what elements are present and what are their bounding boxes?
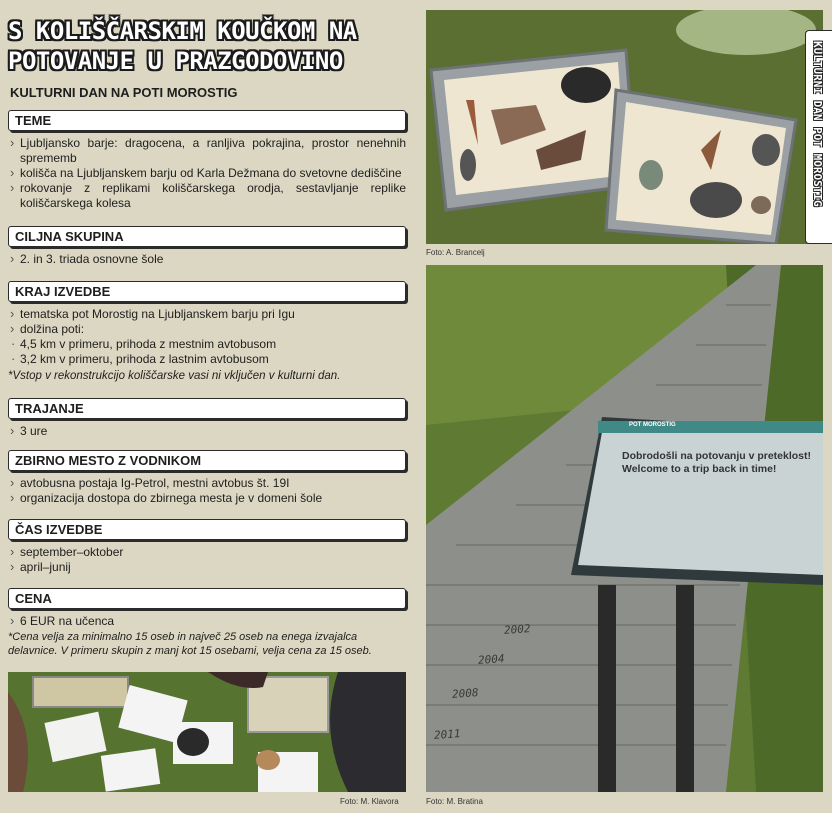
section-heading: KRAJ IZVEDBE	[8, 281, 406, 302]
item-list	[8, 136, 406, 211]
list-item: › Ljubljansko barje: dragocena, a ranljiva pokrajina, prostor nenehnih sprememb	[8, 136, 406, 166]
photo-credit: Foto: M. Bratina	[426, 797, 483, 806]
artifact-cases-illustration	[426, 10, 823, 244]
section-teme	[8, 110, 406, 211]
list-item: › 2. in 3. triada osnovne šole	[8, 252, 406, 267]
list-item: › organizacija dostopa do zbirnega mesta je v domeni šole	[8, 491, 406, 506]
footnote: *Vstop v rekonstrukcijo koliščarske vasi ni vključen v kulturni dan.	[8, 370, 341, 382]
side-tab-label: KULTURNI DAN POT MOROSTIG	[811, 41, 824, 207]
photo-credit: Foto: M. Klavora	[340, 797, 399, 806]
sign-title-en: Welcome to a trip back in time!	[622, 463, 777, 475]
sign-title	[622, 450, 822, 476]
section-heading: TEME	[8, 110, 406, 131]
item-list	[8, 307, 406, 367]
list-item: › september–oktober	[8, 545, 406, 560]
section-cena	[8, 588, 406, 658]
workshop-photo	[8, 672, 406, 792]
item-list	[8, 476, 406, 506]
section-cas-izvedbe	[8, 519, 406, 575]
year-label: 2004	[477, 652, 505, 667]
list-subitem: · 3,2 km v primeru, prihoda z lastnim avtobusom	[8, 352, 406, 367]
list-item: › kolišča na Ljubljanskem barju od Karla Dežmana do svetovne dediščine	[8, 166, 406, 181]
item-list	[8, 545, 406, 575]
item-list	[8, 252, 406, 267]
side-tab	[805, 30, 832, 244]
artifact-cases-photo	[426, 10, 823, 244]
list-item: › april–junij	[8, 560, 406, 575]
year-label: 2011	[433, 727, 461, 742]
title-line-1: S KOLIŠČARSKIM KOUČKOM NA	[8, 17, 357, 45]
list-subitem: · 4,5 km v primeru, prihoda z mestnim avtobusom	[8, 337, 406, 352]
sign-header: POT MOROSTIG	[629, 422, 676, 428]
list-item: › dolžina poti:	[8, 322, 406, 337]
workshop-illustration	[8, 672, 406, 792]
section-heading: TRAJANJE	[8, 398, 406, 419]
subtitle: KULTURNI DAN NA POTI MOROSTIG	[10, 85, 238, 100]
section-zbirno-mesto	[8, 450, 406, 506]
page-title	[8, 16, 412, 76]
list-item: › 6 EUR na učenca	[8, 614, 406, 629]
section-kraj-izvedbe	[8, 281, 406, 383]
list-item: › avtobusna postaja Ig-Petrol, mestni avtobus št. 19I	[8, 476, 406, 491]
list-item: › tematska pot Morostig na Ljubljanskem barju pri Igu	[8, 307, 406, 322]
photo-credit: Foto: A. Brancelj	[426, 248, 485, 257]
boardwalk-photo	[426, 265, 823, 792]
section-ciljna-skupina	[8, 226, 406, 267]
boardwalk-illustration	[426, 265, 823, 792]
section-heading: CILJNA SKUPINA	[8, 226, 406, 247]
section-heading: ČAS IZVEDBE	[8, 519, 406, 540]
section-trajanje	[8, 398, 406, 439]
title-line-2: POTOVANJE U PRAZGODOVINO	[8, 47, 343, 75]
footnote: *Cena velja za minimalno 15 oseb in največ 25 oseb na enega izvajalca delavnice. V primeru skupin z manj kot 15 osebami, velja cena za 15 oseb.	[8, 631, 372, 657]
section-heading: CENA	[8, 588, 406, 609]
list-item: › rokovanje z replikami koliščarskega orodja, sestavljanje replike koliščarskega kolesa	[8, 181, 406, 211]
year-label: 2008	[451, 686, 479, 701]
sign-title-sl: Dobrodošli na potovanju v preteklost!	[622, 450, 812, 462]
year-label: 2002	[503, 622, 531, 637]
item-list	[8, 614, 406, 629]
item-list	[8, 424, 406, 439]
section-heading: ZBIRNO MESTO Z VODNIKOM	[8, 450, 406, 471]
list-item: › 3 ure	[8, 424, 406, 439]
left-column	[0, 0, 414, 813]
